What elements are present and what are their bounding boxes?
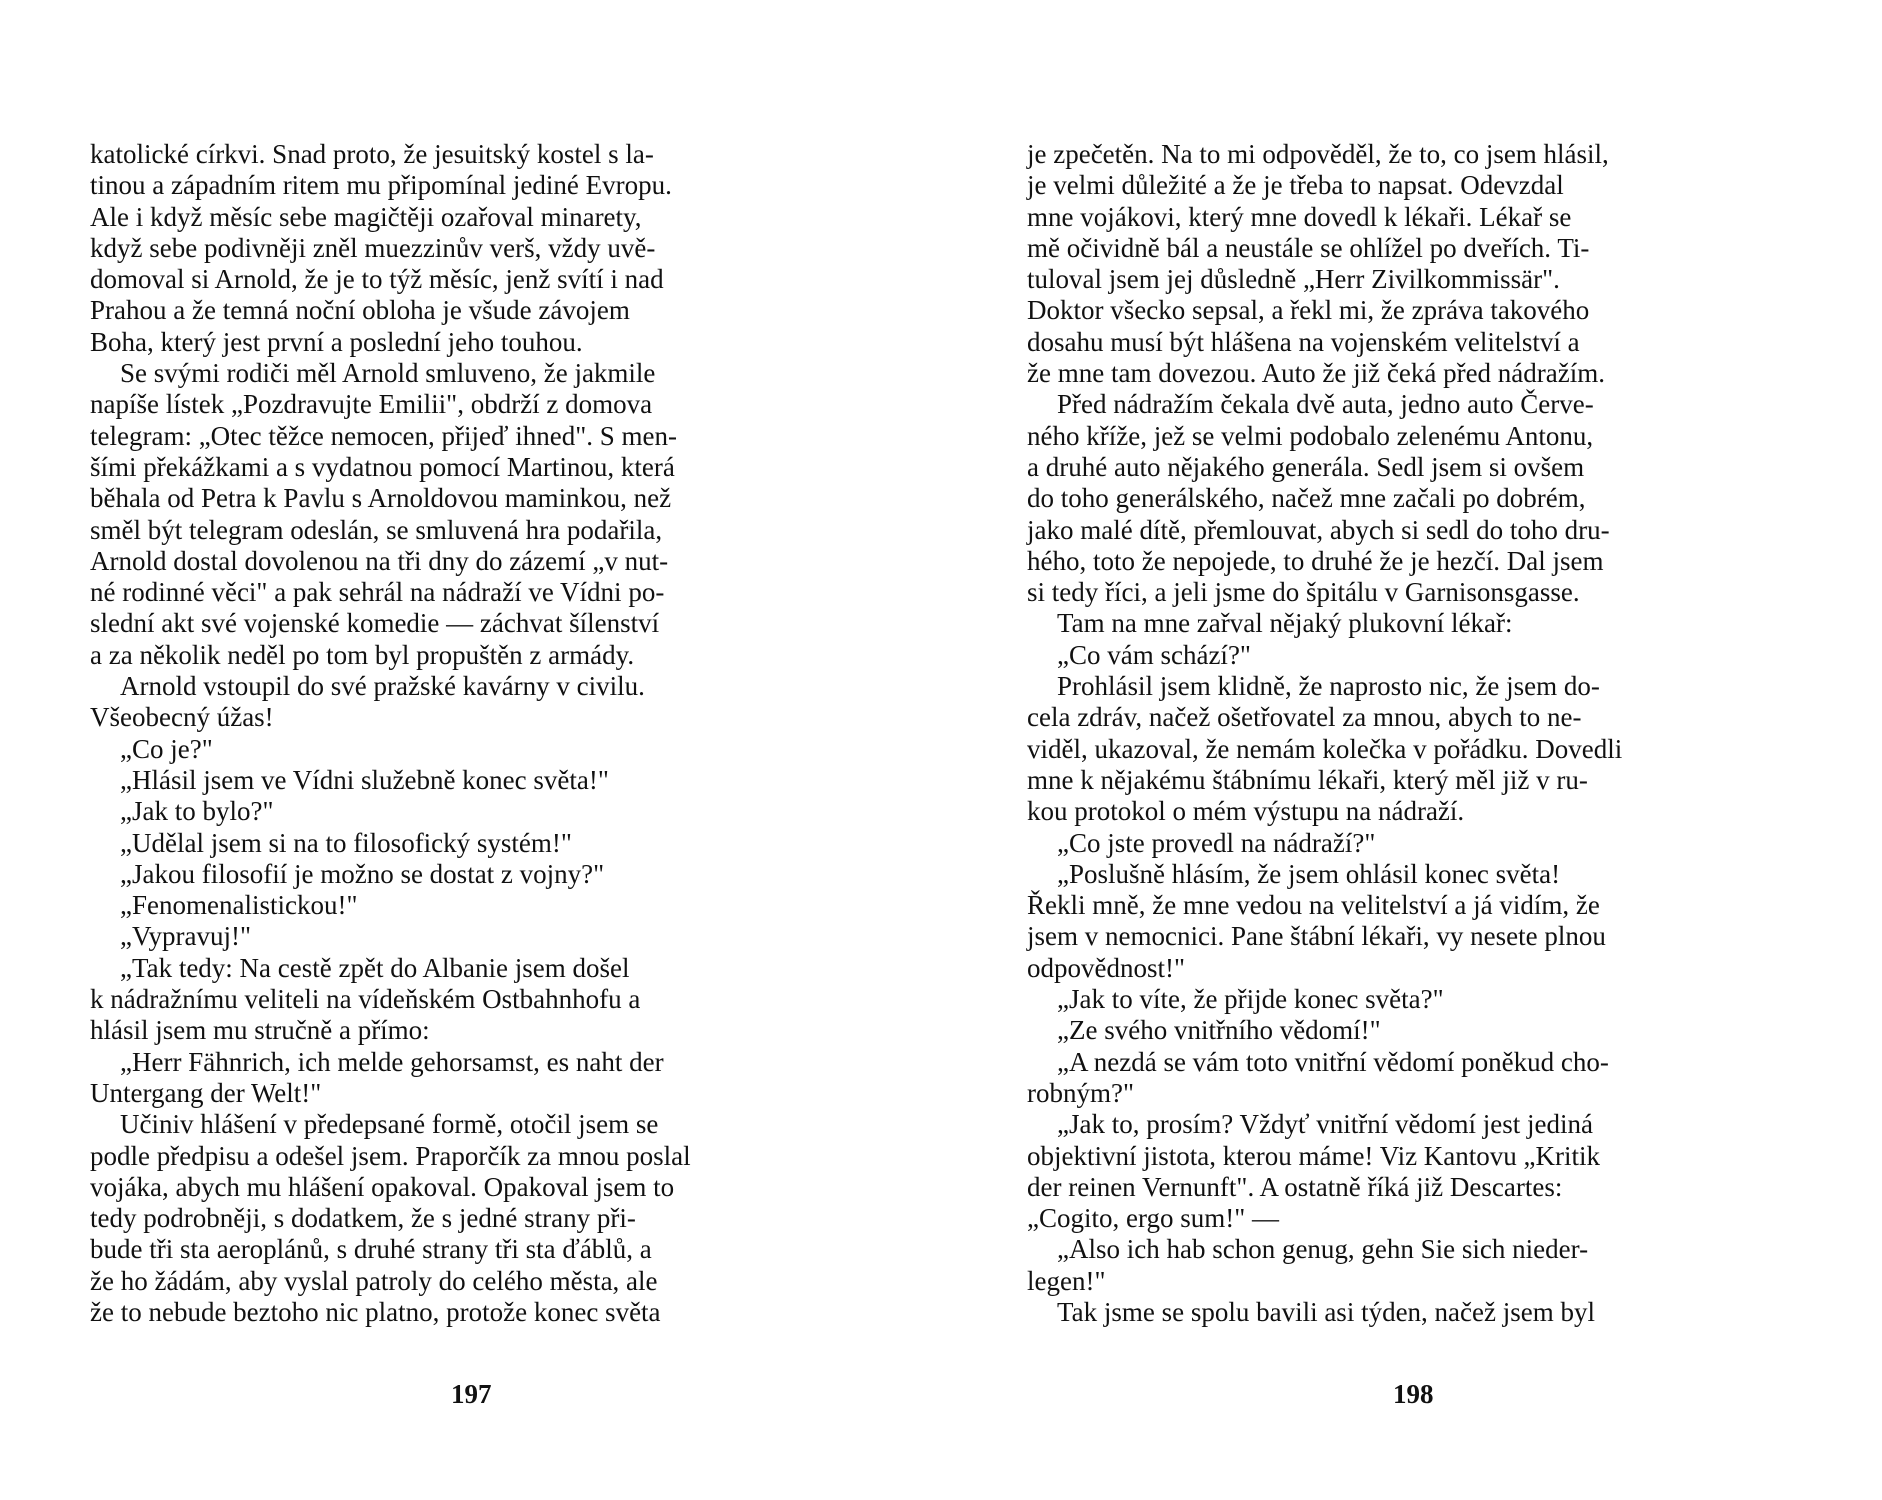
text-line: že to nebude beztoho nic platno, protože konec světa	[90, 1296, 661, 1327]
text-line: hlásil jsem mu stručně a přímo:	[90, 1015, 430, 1046]
right-page	[1027, 139, 1797, 1328]
text-line: „Ze svého vnitřního vědomí!"	[1057, 1015, 1381, 1046]
text-line: tedy podrobněji, s dodatkem, že s jedné strany při-	[90, 1203, 636, 1234]
text-line: Všeobecný úžas!	[90, 702, 274, 733]
text-line: „Hlásil jsem ve Vídni služebně konec světa!"	[120, 764, 609, 795]
text-line: katolické církvi. Snad proto, že jesuitský kostel s la-	[90, 139, 654, 169]
text-line: „Poslušně hlásím, že jsem ohlásil konec světa!	[1057, 858, 1561, 889]
text-line: Tam na mne zařval nějaký plukovní lékař:	[1057, 608, 1513, 639]
text-line: že ho žádám, aby vyslal patroly do celého města, ale	[90, 1265, 658, 1296]
text-line: Se svými rodiči měl Arnold smluveno, že jakmile	[120, 358, 656, 389]
left-page	[90, 139, 860, 1328]
text-line: do toho generálského, načež mne začali po dobrém,	[1027, 483, 1586, 514]
text-line: dosahu musí být hlášena na vojenském velitelství a	[1027, 326, 1580, 357]
text-line: a druhé auto nějakého generála. Sedl jsem si ovšem	[1027, 451, 1585, 482]
text-line: robným?"	[1027, 1077, 1134, 1108]
text-line: směl být telegram odeslán, se smluvená hra podařila,	[90, 514, 663, 545]
text-line: „Jak to víte, že přijde konec světa?"	[1057, 984, 1444, 1015]
text-line: k nádražnímu veliteli na vídeňském Ostbahnhofu a	[90, 984, 641, 1015]
text-line: Prahou a že temná noční obloha je všude závojem	[90, 295, 630, 326]
text-line: tinou a západním ritem mu připomínal jediné Evropu.	[90, 170, 672, 201]
text-line: „Tak tedy: Na cestě zpět do Albanie jsem došel	[120, 952, 630, 983]
text-line: Arnold dostal dovolenou na tři dny do zázemí „v nut-	[90, 545, 669, 576]
text-line: Učiniv hlášení v předepsané formě, otočil jsem se	[120, 1109, 659, 1140]
text-line: Prohlásil jsem klidně, že naprosto nic, že jsem do-	[1057, 671, 1600, 702]
text-line: „Jakou filosofií je možno se dostat z vojny?"	[120, 858, 605, 889]
text-line: mne k nějakému štábnímu lékaři, který měl již v ru-	[1027, 764, 1588, 795]
text-line: je velmi důležité a že je třeba to napsat. Odevzdal	[1027, 170, 1564, 201]
text-line: Řekli mně, že mne vedou na velitelství a já vidím, že	[1027, 890, 1600, 921]
text-line: kou protokol o mém výstupu na nádraží.	[1027, 796, 1465, 827]
text-line: telegram: „Otec těžce nemocen, přijeď ihned". S men-	[90, 420, 677, 451]
text-line: cela zdráv, načež ošetřovatel za mnou, abych to ne-	[1027, 702, 1582, 733]
text-line: slední akt své vojenské komedie — záchvat šílenství	[90, 608, 660, 639]
page-number: 198	[1393, 1379, 1434, 1409]
text-line: mě očividně bál a neustále se ohlížel po dveřích. Ti-	[1027, 232, 1590, 263]
text-line: tuloval jsem jej důsledně „Herr Zivilkommissär".	[1027, 264, 1560, 295]
text-line: Ale i když měsíc sebe magičtěji ozařoval minarety,	[90, 201, 642, 232]
text-line: si tedy říci, a jeli jsme do špitálu v Garnisonsgasse.	[1027, 577, 1580, 608]
text-line: šími překážkami a s vydatnou pomocí Martinou, která	[90, 451, 675, 482]
text-line: Untergang der Welt!"	[90, 1077, 322, 1108]
text-line: legen!"	[1027, 1265, 1106, 1296]
text-line: hého, toto že nepojede, to druhé že je hezčí. Dal jsem	[1027, 545, 1604, 576]
text-line: der reinen Vernunft". A ostatně říká již Descartes:	[1027, 1171, 1563, 1202]
text-line: je zpečetěn. Na to mi odpověděl, že to, co jsem hlásil,	[1027, 139, 1609, 169]
text-line: „Jak to bylo?"	[120, 796, 274, 827]
text-line: „Co je?"	[120, 733, 213, 764]
text-line: „Co vám schází?"	[1057, 639, 1251, 670]
text-line: Boha, který jest první a poslední jeho touhou.	[90, 326, 583, 357]
text-line: objektivní jistota, kterou máme! Viz Kantovu „Kritik	[1027, 1140, 1601, 1171]
text-line: Arnold vstoupil do své pražské kavárny v civilu.	[120, 671, 645, 702]
text-line: ného kříže, jež se velmi podobalo zelenému Antonu,	[1027, 420, 1594, 451]
text-line: bude tři sta aeroplánů, s druhé strany tři sta ďáblů, a	[90, 1234, 652, 1265]
text-line: jako malé dítě, přemlouvat, abych si sedl do toho dru-	[1027, 514, 1610, 545]
text-line: „Vypravuj!"	[120, 921, 251, 952]
text-line: „Fenomenalistickou!"	[120, 890, 358, 921]
text-line: a za několik neděl po tom byl propuštěn z armády.	[90, 639, 635, 670]
text-line: podle předpisu a odešel jsem. Praporčík za mnou poslal	[90, 1140, 691, 1171]
text-line: když sebe podivněji zněl muezzinův verš, vždy uvě-	[90, 232, 656, 263]
text-line: Doktor všecko sepsal, a řekl mi, že zpráva takového	[1027, 295, 1590, 326]
text-line: „Jak to, prosím? Vždyť vnitřní vědomí jest jediná	[1057, 1109, 1593, 1140]
text-line: jsem v nemocnici. Pane štábní lékaři, vy nesete plnou	[1027, 921, 1606, 952]
text-line: „Also ich hab schon genug, gehn Sie sich nieder-	[1057, 1234, 1589, 1265]
text-line: že mne tam dovezou. Auto že již čeká před nádražím.	[1027, 358, 1605, 389]
text-line: „Udělal jsem si na to filosofický systém!"	[120, 827, 572, 858]
text-line: vojáka, abych mu hlášení opakoval. Opakoval jsem to	[90, 1171, 675, 1202]
text-line: „Herr Fähnrich, ich melde gehorsamst, es naht der	[120, 1046, 664, 1077]
text-line: „Cogito, ergo sum!" —	[1027, 1203, 1280, 1234]
text-line: domoval si Arnold, že je to týž měsíc, jenž svítí i nad	[90, 264, 664, 295]
text-line: „Co jste provedl na nádraží?"	[1057, 827, 1376, 858]
text-line: viděl, ukazoval, že nemám kolečka v pořádku. Dovedli	[1027, 733, 1623, 764]
text-line: běhala od Petra k Pavlu s Arnoldovou maminkou, než	[90, 483, 672, 514]
text-line: Tak jsme se spolu bavili asi týden, načež jsem byl	[1057, 1296, 1595, 1327]
page-number: 197	[451, 1379, 492, 1409]
text-line: odpovědnost!"	[1027, 952, 1186, 983]
text-line: napíše lístek „Pozdravujte Emilii", obdrží z domova	[90, 389, 653, 420]
text-line: mne vojákovi, který mne dovedl k lékaři. Lékař se	[1027, 201, 1572, 232]
text-line: Před nádražím čekala dvě auta, jedno auto Červe-	[1057, 389, 1594, 420]
text-line: né rodinné věci" a pak sehrál na nádraží ve Vídni po-	[90, 577, 665, 608]
text-line: „A nezdá se vám toto vnitřní vědomí poněkud cho-	[1057, 1046, 1609, 1077]
